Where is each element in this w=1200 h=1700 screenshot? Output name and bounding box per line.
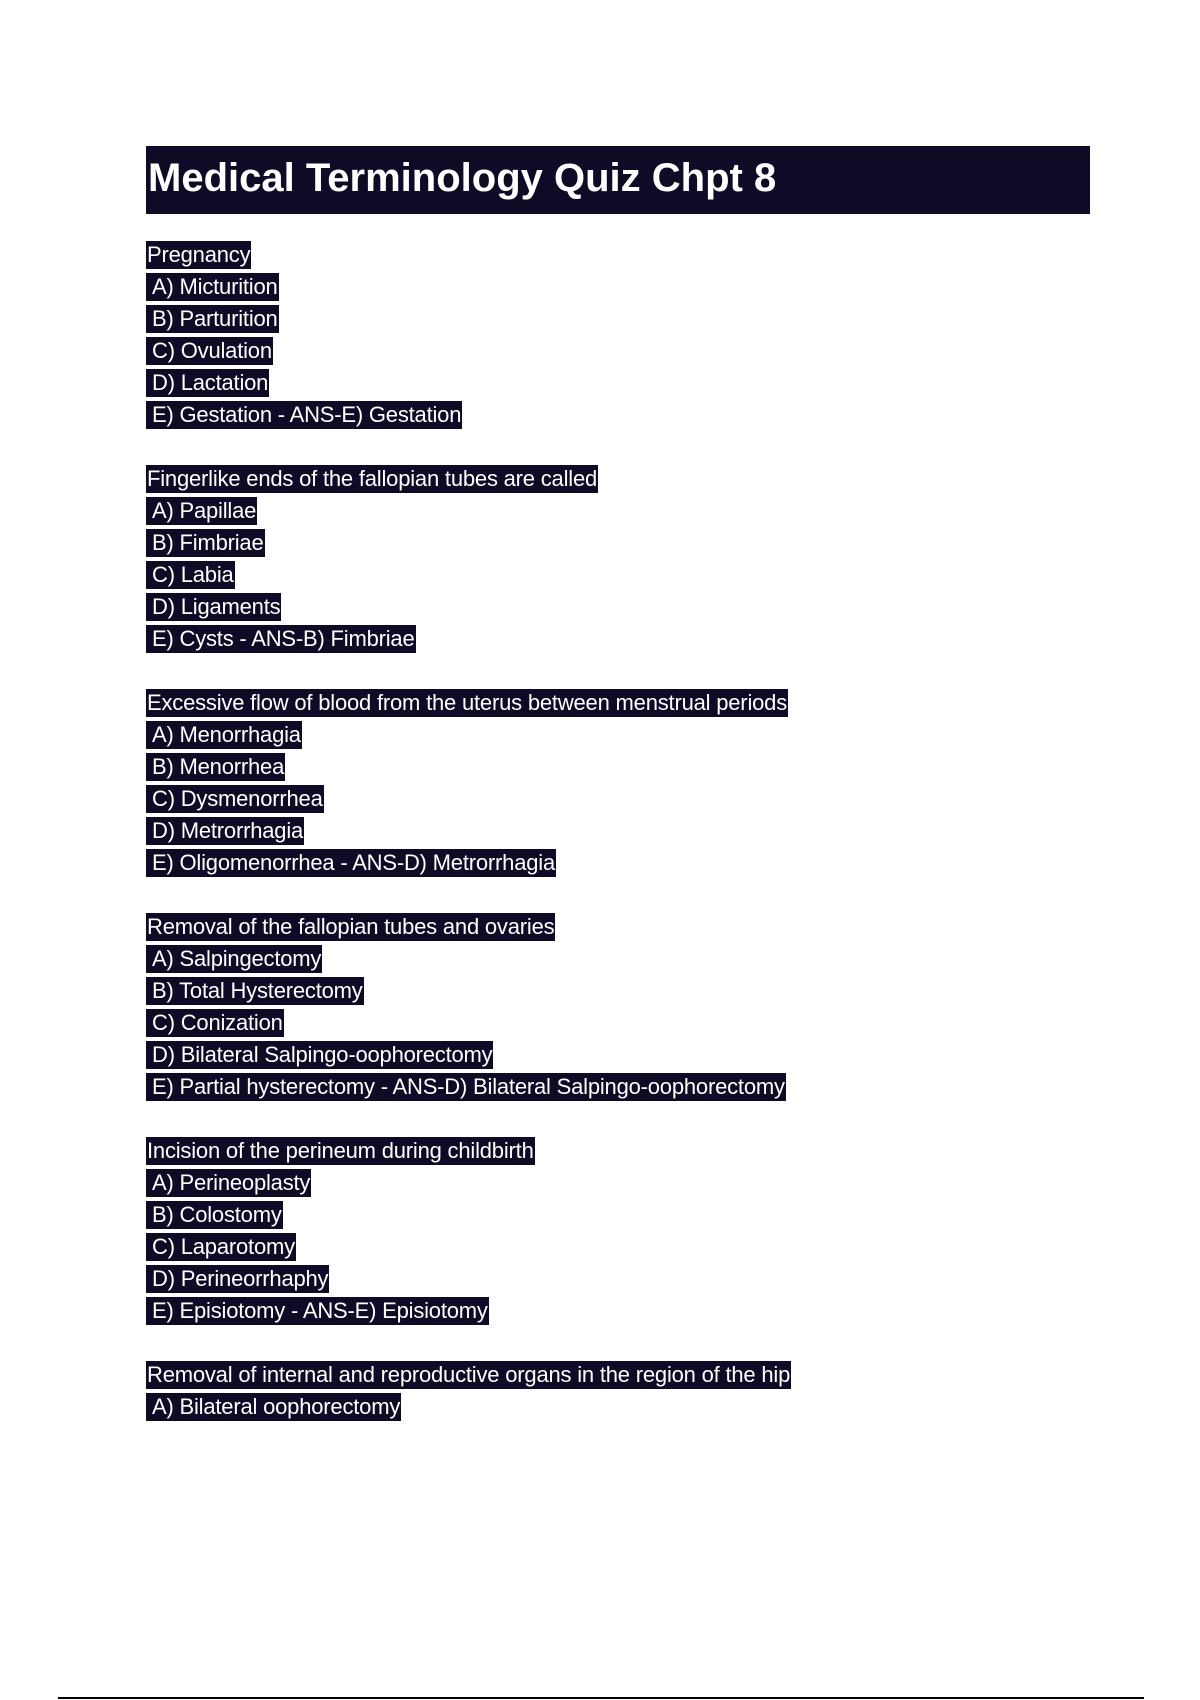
answer-option: D) Ligaments bbox=[146, 593, 281, 621]
answer-option: A) Micturition bbox=[146, 273, 279, 301]
answer-option: C) Dysmenorrhea bbox=[146, 785, 324, 813]
question-prompt: Removal of internal and reproductive organs in the region of the hip bbox=[147, 1362, 791, 1387]
question-block bbox=[146, 1361, 1090, 1425]
question-block bbox=[146, 689, 1090, 881]
answer-option-with-key: E) Gestation - ANS-E) Gestation bbox=[146, 401, 462, 429]
answer-option: C) Conization bbox=[146, 1009, 284, 1037]
answer-option: D) Bilateral Salpingo-oophorectomy bbox=[146, 1041, 493, 1069]
question-prompt: Pregnancy bbox=[147, 242, 251, 267]
answer-option: B) Fimbriae bbox=[146, 529, 265, 557]
answer-option: D) Perineorrhaphy bbox=[146, 1265, 329, 1293]
page-bottom-rule bbox=[58, 1697, 1144, 1699]
answer-option: B) Parturition bbox=[146, 305, 279, 333]
answer-option: A) Menorrhagia bbox=[146, 721, 302, 749]
answer-option-with-key: E) Cysts - ANS-B) Fimbriae bbox=[146, 625, 416, 653]
question-prompt: Fingerlike ends of the fallopian tubes are called bbox=[147, 466, 598, 491]
question-block bbox=[146, 913, 1090, 1105]
answer-option: A) Perineoplasty bbox=[146, 1169, 311, 1197]
question-prompt: Removal of the fallopian tubes and ovaries bbox=[147, 914, 555, 939]
answer-option: A) Salpingectomy bbox=[146, 945, 322, 973]
question-block bbox=[146, 1137, 1090, 1329]
answer-option: B) Total Hysterectomy bbox=[146, 977, 364, 1005]
answer-option: D) Metrorrhagia bbox=[146, 817, 304, 845]
answer-option-with-key: E) Partial hysterectomy - ANS-D) Bilateral Salpingo-oophorectomy bbox=[146, 1073, 786, 1101]
quiz-content bbox=[146, 241, 1090, 1457]
answer-option-with-key: E) Episiotomy - ANS-E) Episiotomy bbox=[146, 1297, 489, 1325]
answer-option: A) Papillae bbox=[146, 497, 257, 525]
answer-option-with-key: E) Oligomenorrhea - ANS-D) Metrorrhagia bbox=[146, 849, 556, 877]
answer-option: B) Menorrhea bbox=[146, 753, 285, 781]
answer-option: C) Labia bbox=[146, 561, 235, 589]
answer-option: A) Bilateral oophorectomy bbox=[146, 1393, 401, 1421]
answer-option: D) Lactation bbox=[146, 369, 269, 397]
question-block bbox=[146, 465, 1090, 657]
question-prompt: Incision of the perineum during childbirth bbox=[147, 1138, 534, 1163]
question-block bbox=[146, 241, 1090, 433]
answer-option: B) Colostomy bbox=[146, 1201, 283, 1229]
title-banner bbox=[146, 146, 1090, 214]
answer-option: C) Ovulation bbox=[146, 337, 273, 365]
document-title: Medical Terminology Quiz Chpt 8 bbox=[148, 156, 777, 200]
question-prompt: Excessive flow of blood from the uterus between menstrual periods bbox=[147, 690, 787, 715]
answer-option: C) Laparotomy bbox=[146, 1233, 296, 1261]
